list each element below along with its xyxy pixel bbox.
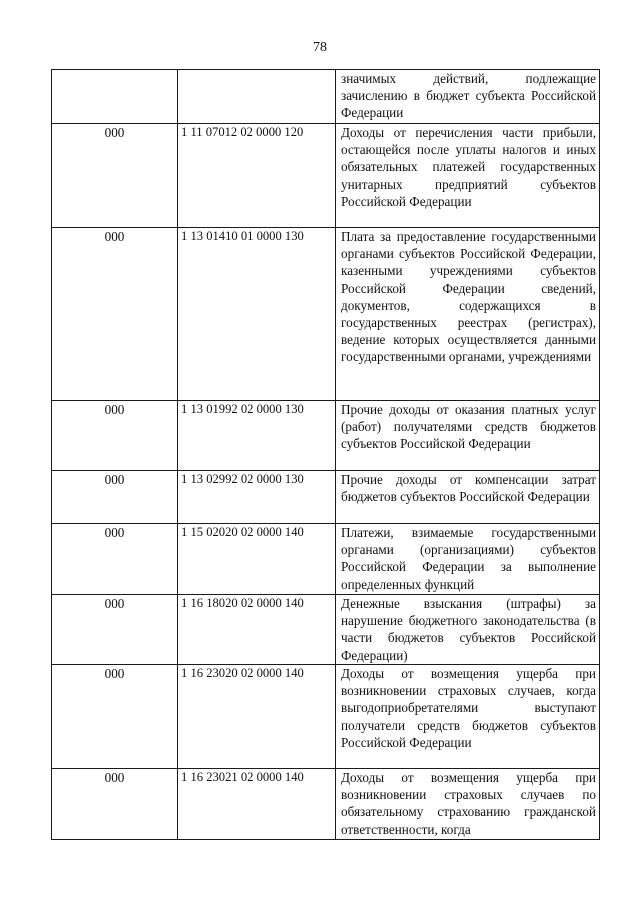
revenue-name-cell: Платежи, взимаемые государственными органами (организациями) субъектов Российской Федерации за выполнение определенных функций xyxy=(336,524,600,595)
admin-code-cell: 000 xyxy=(52,524,178,595)
budget-code-cell: 1 13 02992 02 0000 130 xyxy=(178,471,336,524)
admin-code-cell: 000 xyxy=(52,228,178,401)
admin-code-cell xyxy=(52,70,178,124)
admin-code-cell: 000 xyxy=(52,471,178,524)
budget-code-cell: 1 13 01410 01 0000 130 xyxy=(178,228,336,401)
table-row xyxy=(52,769,600,840)
revenue-name-cell: Денежные взыскания (штрафы) за нарушение бюджетного законодательства (в части бюджетов субъектов Российской Федерации) xyxy=(336,595,600,665)
budget-code-cell: 1 11 07012 02 0000 120 xyxy=(178,124,336,228)
table-row xyxy=(52,228,600,401)
admin-code-cell: 000 xyxy=(52,595,178,665)
revenue-name-cell: Доходы от возмещения ущерба при возникновении страховых случаев по обязательному страхованию гражданской ответственности, когда xyxy=(336,769,600,840)
table-row xyxy=(52,524,600,595)
table-row xyxy=(52,595,600,665)
revenue-name-cell: Доходы от перечисления части прибыли, остающейся после уплаты налогов и иных обязательных платежей государственных унитарных предприятий субъектов Российской Федерации xyxy=(336,124,600,228)
budget-code-cell xyxy=(178,70,336,124)
budget-revenue-table xyxy=(51,69,600,840)
budget-code-cell: 1 16 23020 02 0000 140 xyxy=(178,665,336,769)
table-row xyxy=(52,401,600,471)
admin-code-cell: 000 xyxy=(52,124,178,228)
revenue-name-cell: Прочие доходы от оказания платных услуг (работ) получателями средств бюджетов субъектов Российской Федерации xyxy=(336,401,600,471)
budget-code-cell: 1 13 01992 02 0000 130 xyxy=(178,401,336,471)
table-row xyxy=(52,665,600,769)
page-number: 78 xyxy=(313,40,327,55)
revenue-name-cell: Прочие доходы от компенсации затрат бюджетов субъектов Российской Федерации xyxy=(336,471,600,524)
admin-code-cell: 000 xyxy=(52,401,178,471)
table-row xyxy=(52,70,600,124)
table-row xyxy=(52,471,600,524)
revenue-name-cell: Доходы от возмещения ущерба при возникновении страховых случаев, когда выгодоприобретателями выступают получатели средств бюджетов субъектов Российской Федерации xyxy=(336,665,600,769)
admin-code-cell: 000 xyxy=(52,665,178,769)
budget-code-cell: 1 16 18020 02 0000 140 xyxy=(178,595,336,665)
budget-code-cell: 1 15 02020 02 0000 140 xyxy=(178,524,336,595)
revenue-name-cell: Плата за предоставление государственными органами субъектов Российской Федерации, казенными учреждениями субъектов Российской Федерации сведений, документов, содержащихся в государственных реестрах (регистрах), ведение которых осуществляется данными государственными органами, учреждениями xyxy=(336,228,600,401)
admin-code-cell: 000 xyxy=(52,769,178,840)
revenue-name-cell: значимых действий, подлежащие зачислению в бюджет субъекта Российской Федерации xyxy=(336,70,600,124)
table-row xyxy=(52,124,600,228)
budget-code-cell: 1 16 23021 02 0000 140 xyxy=(178,769,336,840)
